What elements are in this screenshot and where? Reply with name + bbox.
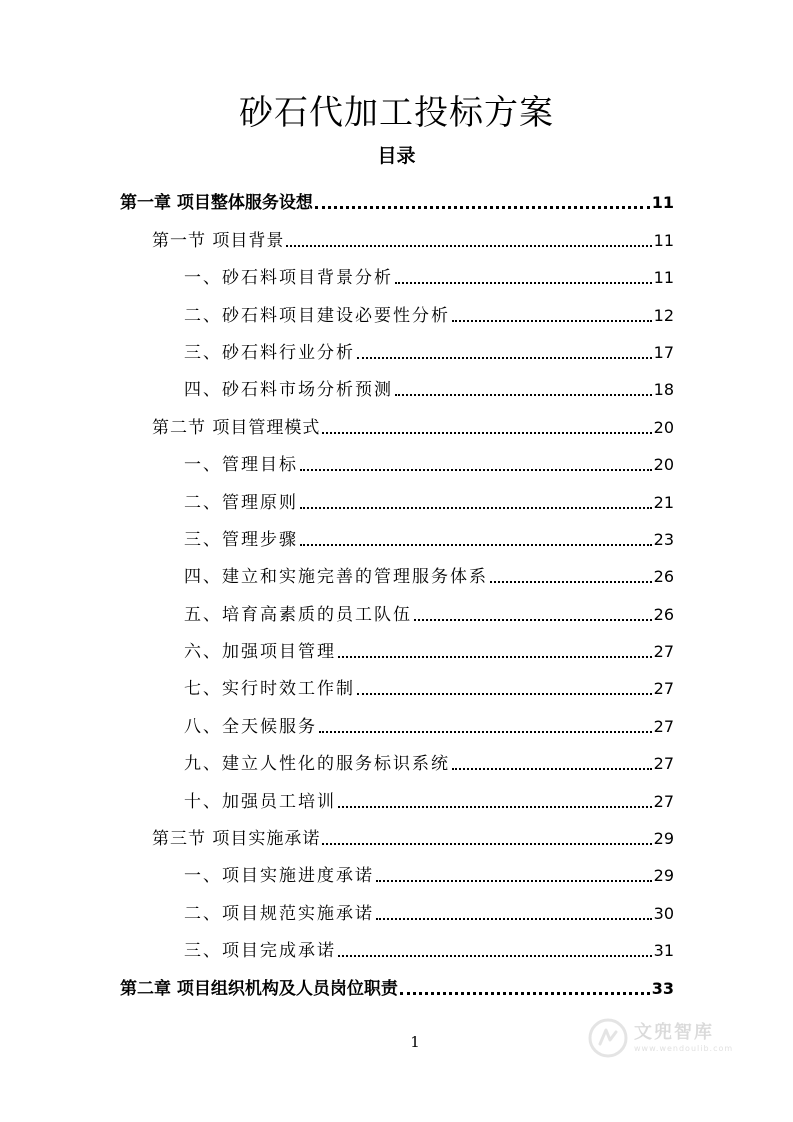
toc-leader-dots <box>319 731 652 733</box>
toc-subsection-entry[interactable] <box>120 741 674 778</box>
toc-entry-page: 23 <box>653 529 674 549</box>
toc-subsection-entry[interactable] <box>120 666 674 703</box>
toc-entry-page: 20 <box>653 417 674 437</box>
toc-subsection-entry[interactable] <box>120 554 674 591</box>
toc-leader-dots <box>300 544 652 546</box>
toc-entry-page: 27 <box>653 679 674 699</box>
toc-leader-dots <box>376 880 652 882</box>
document-title: 砂石代加工投标方案 <box>239 93 554 133</box>
toc-entry-title: 二、砂石料项目建设必要性分析 <box>184 305 450 326</box>
toc-entry-title: 四、建立和实施完善的管理服务体系 <box>184 567 488 588</box>
toc-entry-page: 29 <box>653 829 674 849</box>
toc-subsection-entry[interactable] <box>120 853 674 890</box>
toc-entry-title: 二、项目规范实施承诺 <box>184 903 374 924</box>
toc-chapter-entry[interactable] <box>120 180 674 217</box>
toc-leader-dots <box>452 320 652 322</box>
toc-leader-dots <box>322 432 651 434</box>
toc-leader-dots <box>414 619 652 621</box>
toc-leader-dots <box>322 843 651 845</box>
toc-entry-title: 三、砂石料行业分析 <box>184 342 355 363</box>
toc-entry-title: 第二节 项目管理模式 <box>152 417 321 438</box>
toc-entry-title: 第二章 项目组织机构及人员岗位职责 <box>120 978 398 999</box>
toc-subsection-entry[interactable] <box>120 442 674 479</box>
toc-leader-dots <box>357 693 652 695</box>
toc-section-entry[interactable] <box>120 217 674 254</box>
toc-entry-page: 11 <box>651 193 674 213</box>
toc-entry-title: 三、管理步骤 <box>184 529 298 550</box>
toc-subsection-entry[interactable] <box>120 703 674 740</box>
toc-entry-page: 11 <box>653 230 674 250</box>
toc-entry-page: 26 <box>653 604 674 624</box>
toc-leader-dots <box>338 806 652 808</box>
toc-subsection-entry[interactable] <box>120 292 674 329</box>
toc-entry-page: 31 <box>653 941 674 961</box>
toc-entry-page: 30 <box>653 903 674 923</box>
toc-entry-title: 第一节 项目背景 <box>152 230 285 251</box>
toc-entry-page: 27 <box>653 716 674 736</box>
toc-subsection-entry[interactable] <box>120 330 674 367</box>
page-number: 1 <box>410 1033 420 1051</box>
toc-entry-title: 第三节 项目实施承诺 <box>152 829 321 850</box>
toc-entry-page: 29 <box>653 866 674 886</box>
toc-leader-dots <box>357 357 652 359</box>
toc-entry-title: 六、加强项目管理 <box>184 642 336 663</box>
toc-subsection-entry[interactable] <box>120 928 674 965</box>
toc-subsection-entry[interactable] <box>120 591 674 628</box>
toc-subsection-entry[interactable] <box>120 890 674 927</box>
toc-entry-title: 三、项目完成承诺 <box>184 941 336 962</box>
toc-entry-page: 26 <box>653 567 674 587</box>
toc-leader-dots <box>395 282 652 284</box>
toc-subsection-entry[interactable] <box>120 367 674 404</box>
toc-leader-dots <box>300 507 652 509</box>
toc-entry-title: 七、实行时效工作制 <box>184 679 355 700</box>
toc-entry-title: 五、培育高素质的员工队伍 <box>184 604 412 625</box>
toc-entry-title: 一、砂石料项目背景分析 <box>184 268 393 289</box>
toc-chapter-entry[interactable] <box>120 965 674 1002</box>
watermark <box>588 1018 733 1058</box>
toc-subsection-entry[interactable] <box>120 629 674 666</box>
toc-entry-page: 27 <box>653 754 674 774</box>
watermark-url: www.wendoulib.com <box>634 1044 734 1053</box>
toc-entry-title: 八、全天候服务 <box>184 716 317 737</box>
toc-leader-dots <box>315 206 650 209</box>
toc-entry-page: 27 <box>653 642 674 662</box>
toc-entry-title: 第一章 项目整体服务设想 <box>120 193 313 214</box>
toc-entry-title: 九、建立人性化的服务标识系统 <box>184 754 450 775</box>
toc-section-entry[interactable] <box>120 404 674 441</box>
toc-subsection-entry[interactable] <box>120 517 674 554</box>
toc-leader-dots <box>300 469 652 471</box>
toc-subsection-entry[interactable] <box>120 479 674 516</box>
toc-section-entry[interactable] <box>120 816 674 853</box>
toc-entry-title: 一、项目实施进度承诺 <box>184 866 374 887</box>
toc-entry-page: 20 <box>653 455 674 475</box>
watermark-name: 文兜智库 <box>634 1022 714 1043</box>
toc-entry-page: 18 <box>653 380 674 400</box>
toc-entry-title: 四、砂石料市场分析预测 <box>184 380 393 401</box>
toc-entry-page: 12 <box>653 305 674 325</box>
toc-entry-page: 27 <box>653 791 674 811</box>
toc-heading: 目录 <box>377 145 416 167</box>
toc-leader-dots <box>376 918 652 920</box>
toc-leader-dots <box>395 394 652 396</box>
toc-subsection-entry[interactable] <box>120 778 674 815</box>
toc-entry-page: 33 <box>651 978 674 998</box>
toc-leader-dots <box>490 581 652 583</box>
toc-leader-dots <box>338 656 652 658</box>
toc-entry-title: 二、管理原则 <box>184 492 298 513</box>
toc-entry-page: 21 <box>653 492 674 512</box>
toc-entry-title: 十、加强员工培训 <box>184 791 336 812</box>
table-of-contents <box>120 180 674 1003</box>
toc-leader-dots <box>400 992 650 995</box>
toc-leader-dots <box>338 955 652 957</box>
watermark-logo-icon <box>588 1018 628 1058</box>
toc-subsection-entry[interactable] <box>120 255 674 292</box>
toc-entry-page: 11 <box>653 268 674 288</box>
toc-entry-title: 一、管理目标 <box>184 455 298 476</box>
toc-leader-dots <box>286 245 651 247</box>
toc-entry-page: 17 <box>653 342 674 362</box>
toc-leader-dots <box>452 768 652 770</box>
